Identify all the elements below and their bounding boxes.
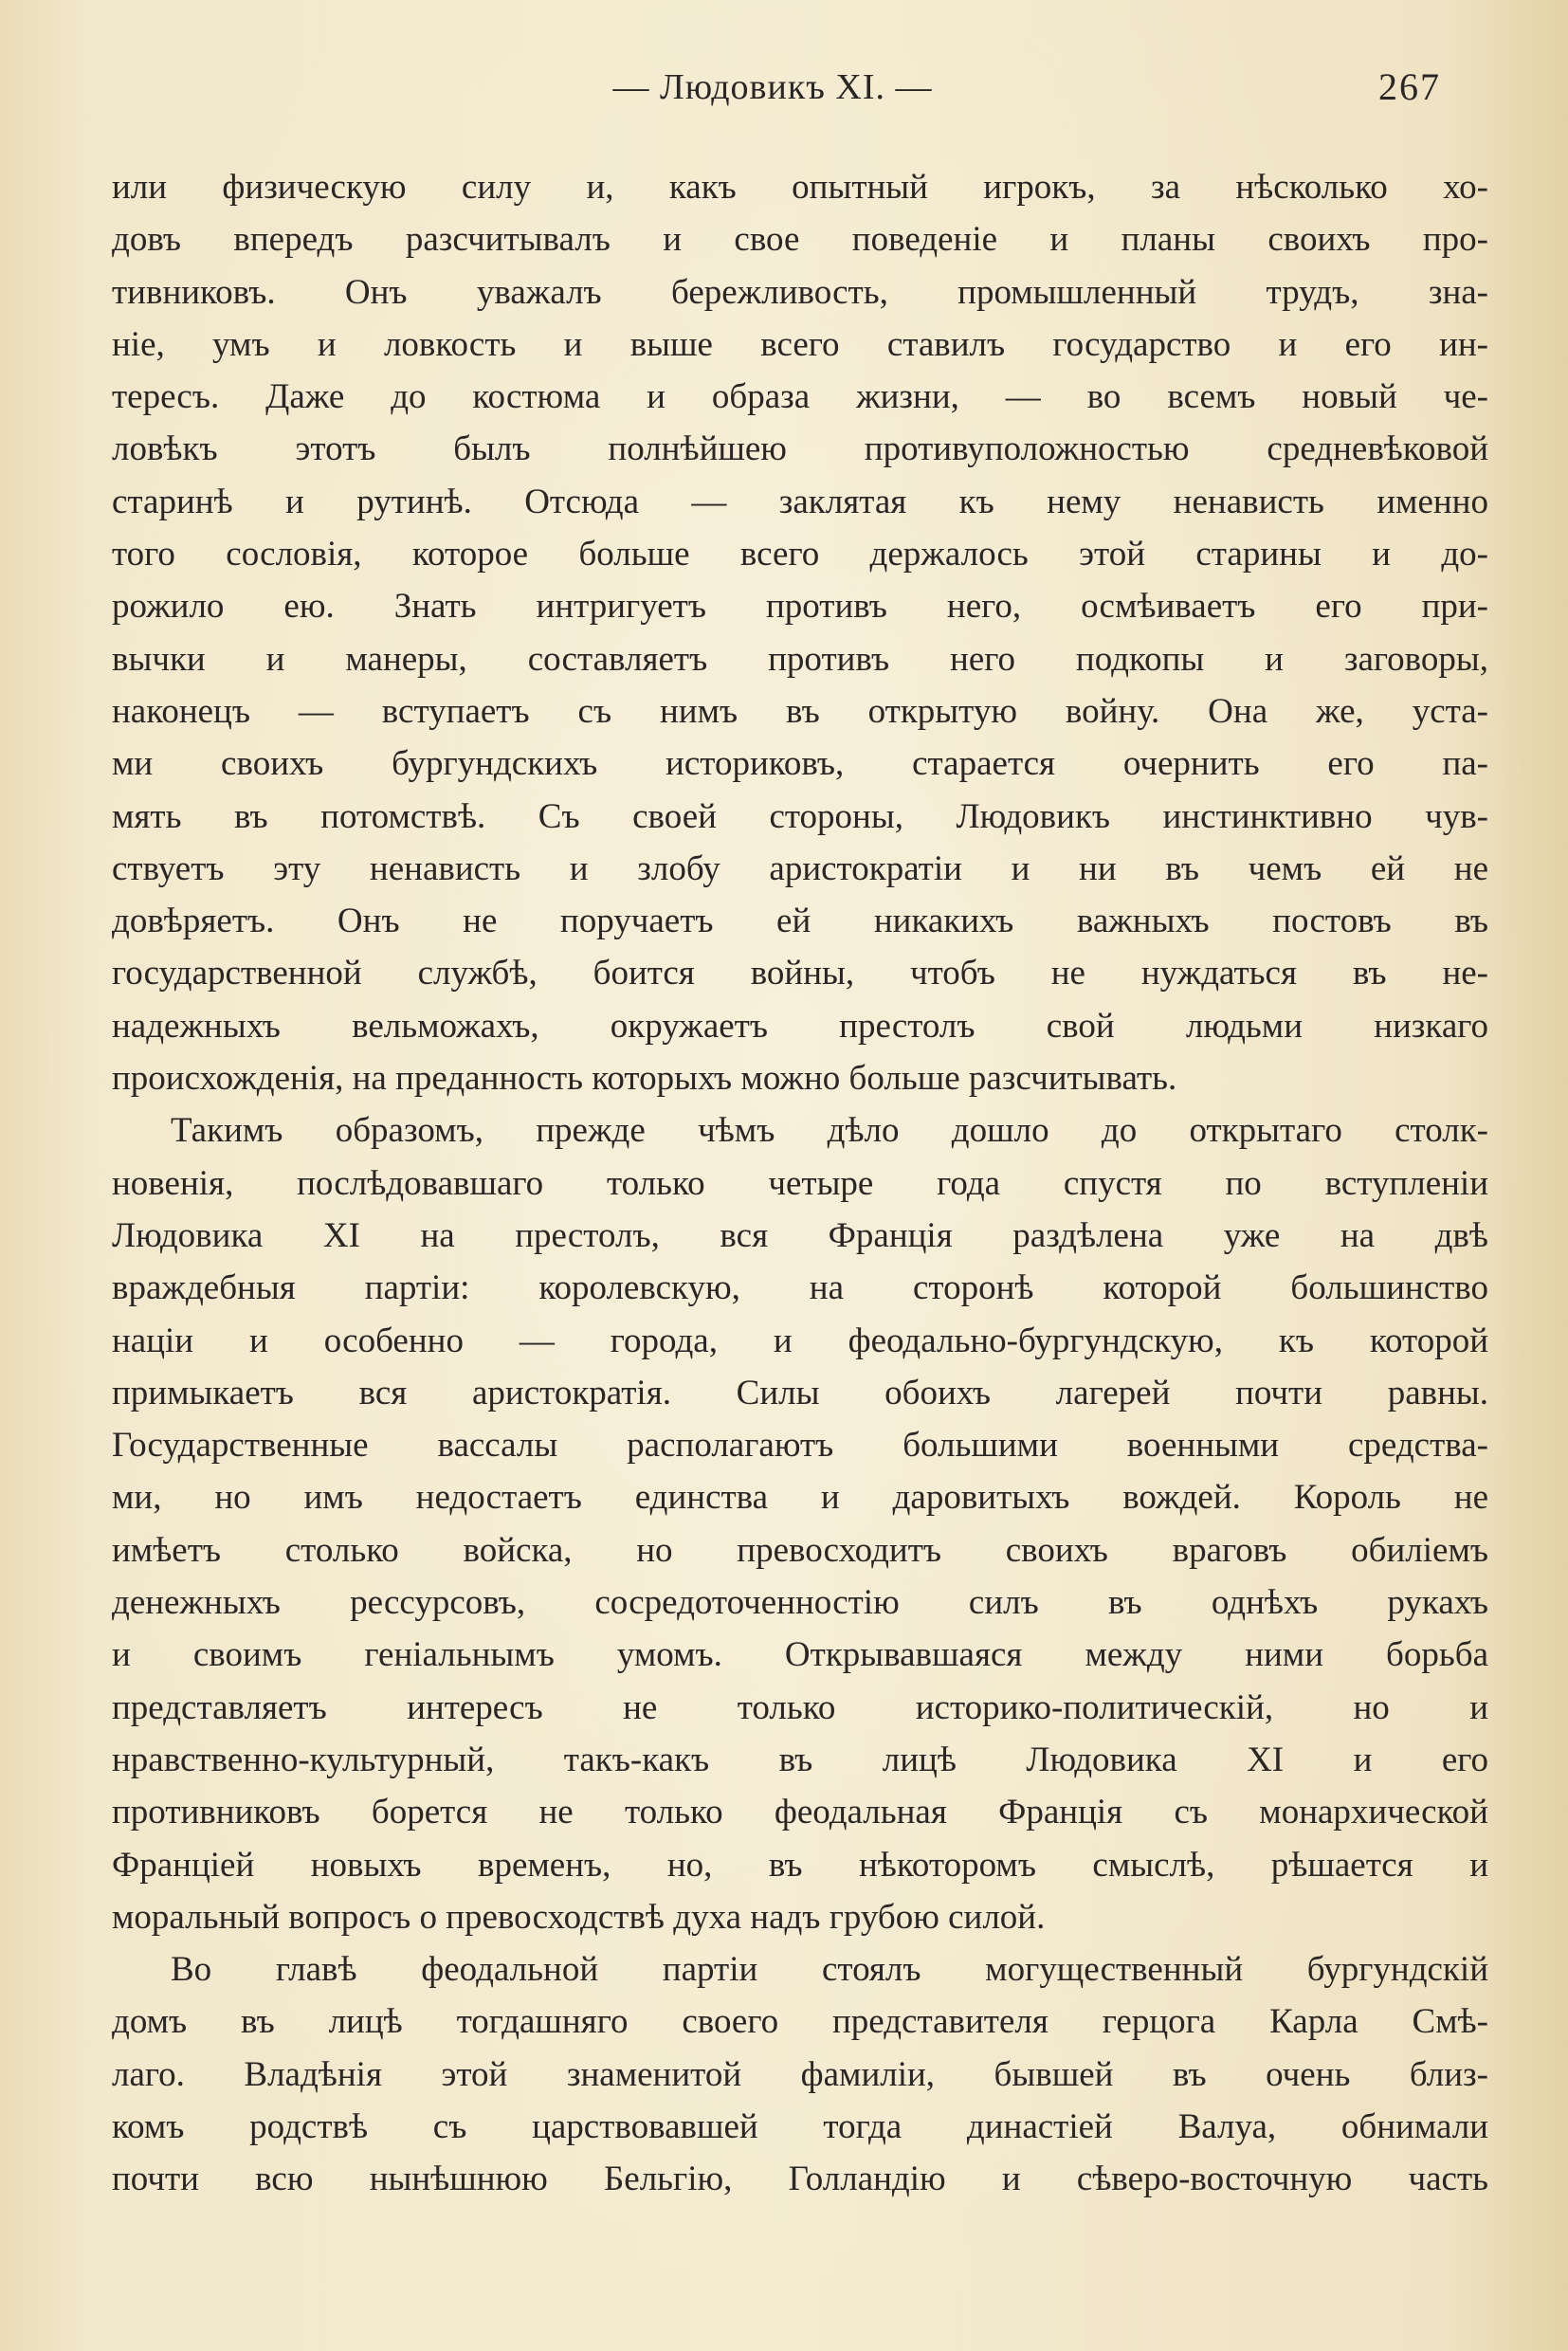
text-line: почти всю нынѣшнюю Бельгію, Голландію и сѣверо-восточную часть (112, 2160, 1488, 2199)
text-line: государственной службѣ, боится войны, чтобъ не нуждаться въ не- (112, 954, 1488, 993)
text-line: ми, но имъ недостаетъ единства и даровитыхъ вождей. Король не (112, 1478, 1488, 1518)
text-line: ми своихъ бургундскихъ историковъ, старается очернить его па- (112, 744, 1488, 784)
text-line: наконецъ — вступаетъ съ нимъ въ открытую войну. Она же, уста- (112, 691, 1488, 731)
text-line: того сословія, которое больше всего держалось этой старины и до- (112, 535, 1488, 574)
text-line: происхожденія, на преданность которыхъ можно больше разсчитывать. (112, 1059, 1177, 1099)
paragraph-3 (112, 1943, 1488, 2205)
text-line: имѣетъ столько войска, но превосходитъ своихъ враговъ обиліемъ (112, 1530, 1488, 1570)
page-header (104, 59, 1441, 116)
text-line: новенія, послѣдовавшаго только четыре года спустя по вступленіи (112, 1163, 1488, 1203)
text-line: нравственно-культурный, такъ-какъ въ лицѣ Людовика XI и его (112, 1740, 1488, 1779)
text-line: моральный вопросъ о превосходствѣ духа надъ грубою силой. (112, 1897, 1046, 1937)
text-line: примыкаетъ вся аристократія. Силы обоихъ лагерей почти равны. (112, 1373, 1488, 1412)
text-line: денежныхъ рессурсовъ, сосредоточенностію силъ въ однѣхъ рукахъ (112, 1583, 1488, 1623)
text-line: враждебныя партіи: королевскую, на сторонѣ которой большинство (112, 1268, 1488, 1308)
text-line: представляетъ интересъ не только историко-политическій, но и (112, 1687, 1488, 1727)
text-line: довъ впередъ разсчитывалъ и свое поведеніе и планы своихъ про- (112, 220, 1488, 260)
text-line: Людовика XI на престолъ, вся Франція раздѣлена уже на двѣ (112, 1215, 1488, 1255)
body-text (112, 161, 1488, 2206)
text-line: противниковъ борется не только феодальная Франція съ монархической (112, 1793, 1488, 1832)
text-line: Такимъ образомъ, прежде чѣмъ дѣло дошло до открытаго столк- (171, 1111, 1488, 1151)
text-line: Во главѣ феодальной партіи стоялъ могущественный бургундскій (171, 1950, 1488, 1990)
text-line: Государственные вассалы располагаютъ большими военными средства- (112, 1426, 1488, 1466)
text-line: ствуетъ эту ненависть и злобу аристократіи и ни въ чемъ ей не (112, 848, 1488, 888)
text-line: и своимъ геніальнымъ умомъ. Открывавшаяся между ними борьба (112, 1635, 1488, 1675)
text-line: Франціей новыхъ временъ, но, въ нѣкоторомъ смыслѣ, рѣшается и (112, 1845, 1488, 1885)
text-line: домъ въ лицѣ тогдашняго своего представителя герцога Карла Смѣ- (112, 2002, 1488, 2042)
text-line: надежныхъ вельможахъ, окружаетъ престолъ свой людьми низкаго (112, 1006, 1488, 1046)
page-number: 267 (1378, 65, 1441, 108)
text-line: комъ родствѣ съ царствовавшей тогда династіей Валуа, обнимали (112, 2106, 1488, 2146)
text-line: или физическую силу и, какъ опытный игрокъ, за нѣсколько хо- (112, 168, 1488, 207)
paragraph-2 (112, 1104, 1488, 1943)
text-line: старинѣ и рутинѣ. Отсюда — заклятая къ нему ненависть именно (112, 482, 1488, 521)
paragraph-1 (112, 161, 1488, 1104)
text-line: рожило ею. Знать интригуетъ противъ него, осмѣиваетъ его при- (112, 587, 1488, 627)
text-line: вычки и манеры, составляетъ противъ него подкопы и заговоры, (112, 639, 1488, 679)
text-line: лаго. Владѣнія этой знаменитой фамиліи, бывшей въ очень близ- (112, 2054, 1488, 2094)
text-line: довѣряетъ. Онъ не поручаетъ ей никакихъ важныхъ постовъ въ (112, 902, 1488, 941)
text-line: мять въ потомствѣ. Съ своей стороны, Людовикъ инстинктивно чув- (112, 796, 1488, 836)
text-line: націи и особенно — города, и феодально-бургундскую, къ которой (112, 1321, 1488, 1360)
text-line: тивниковъ. Онъ уважалъ бережливость, промышленный трудъ, зна- (112, 272, 1488, 312)
running-title: — Людовикъ XI. — (612, 67, 933, 107)
text-line: тересъ. Даже до костюма и образа жизни, — во всемъ новый че- (112, 377, 1488, 417)
text-line: ловѣкъ этотъ былъ полнѣйшею противуположностью средневѣковой (112, 429, 1488, 469)
text-line: ніе, умъ и ловкость и выше всего ставилъ государство и его ин- (112, 324, 1488, 364)
